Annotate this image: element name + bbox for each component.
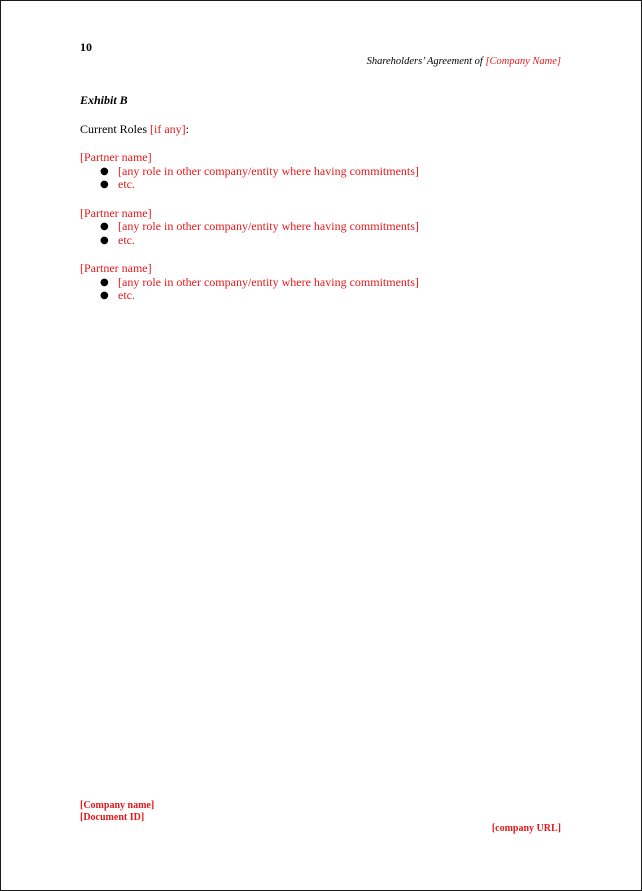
role-text: [any role in other company/entity where having commitments]: [118, 219, 419, 233]
running-header: [367, 55, 561, 68]
footer-company-name: [Company name]: [80, 800, 155, 811]
partner-block: [80, 207, 560, 248]
partner-name: [Partner name]: [80, 261, 152, 275]
bullet-icon: ●: [100, 179, 109, 190]
list-item: [80, 289, 560, 303]
bullet-icon: ●: [100, 276, 109, 288]
bullet-icon: ●: [100, 234, 109, 246]
role-list: [80, 276, 560, 303]
partner-block: [80, 151, 560, 192]
role-list: [80, 220, 560, 247]
list-item: [80, 220, 560, 234]
list-item: [80, 165, 560, 179]
role-text: [any role in other company/entity where having commitments]: [118, 163, 419, 178]
list-item: [80, 178, 560, 192]
role-text: [any role in other company/entity where having commitments]: [118, 274, 419, 289]
bullet-icon: ●: [100, 221, 109, 232]
footer-left: [80, 800, 154, 823]
page-number: 10: [80, 40, 92, 54]
list-item: [80, 276, 560, 290]
partner-name: [Partner name]: [80, 150, 152, 164]
current-roles-label: Current Roles: [80, 121, 150, 136]
bullet-icon: ●: [100, 290, 109, 301]
running-header-company-placeholder: [Company Name]: [485, 56, 561, 67]
document-body: [80, 94, 560, 318]
current-roles-placeholder: [if any]: [150, 121, 186, 136]
partner-name: [Partner name]: [80, 205, 152, 220]
role-text: etc.: [118, 177, 135, 191]
running-header-title: Shareholders’ Agreement of: [366, 56, 486, 67]
role-text: etc.: [118, 232, 135, 247]
role-list: [80, 165, 560, 192]
footer-document-id: [Document ID]: [80, 811, 145, 823]
footer-company-url: [company URL]: [491, 823, 561, 834]
bullet-icon: ●: [100, 165, 109, 177]
current-roles-colon: :: [185, 121, 189, 136]
current-roles-line: [80, 123, 560, 137]
role-text: etc.: [118, 288, 135, 302]
list-item: [80, 234, 560, 248]
partner-block: [80, 262, 560, 303]
exhibit-title: Exhibit B: [80, 93, 128, 107]
